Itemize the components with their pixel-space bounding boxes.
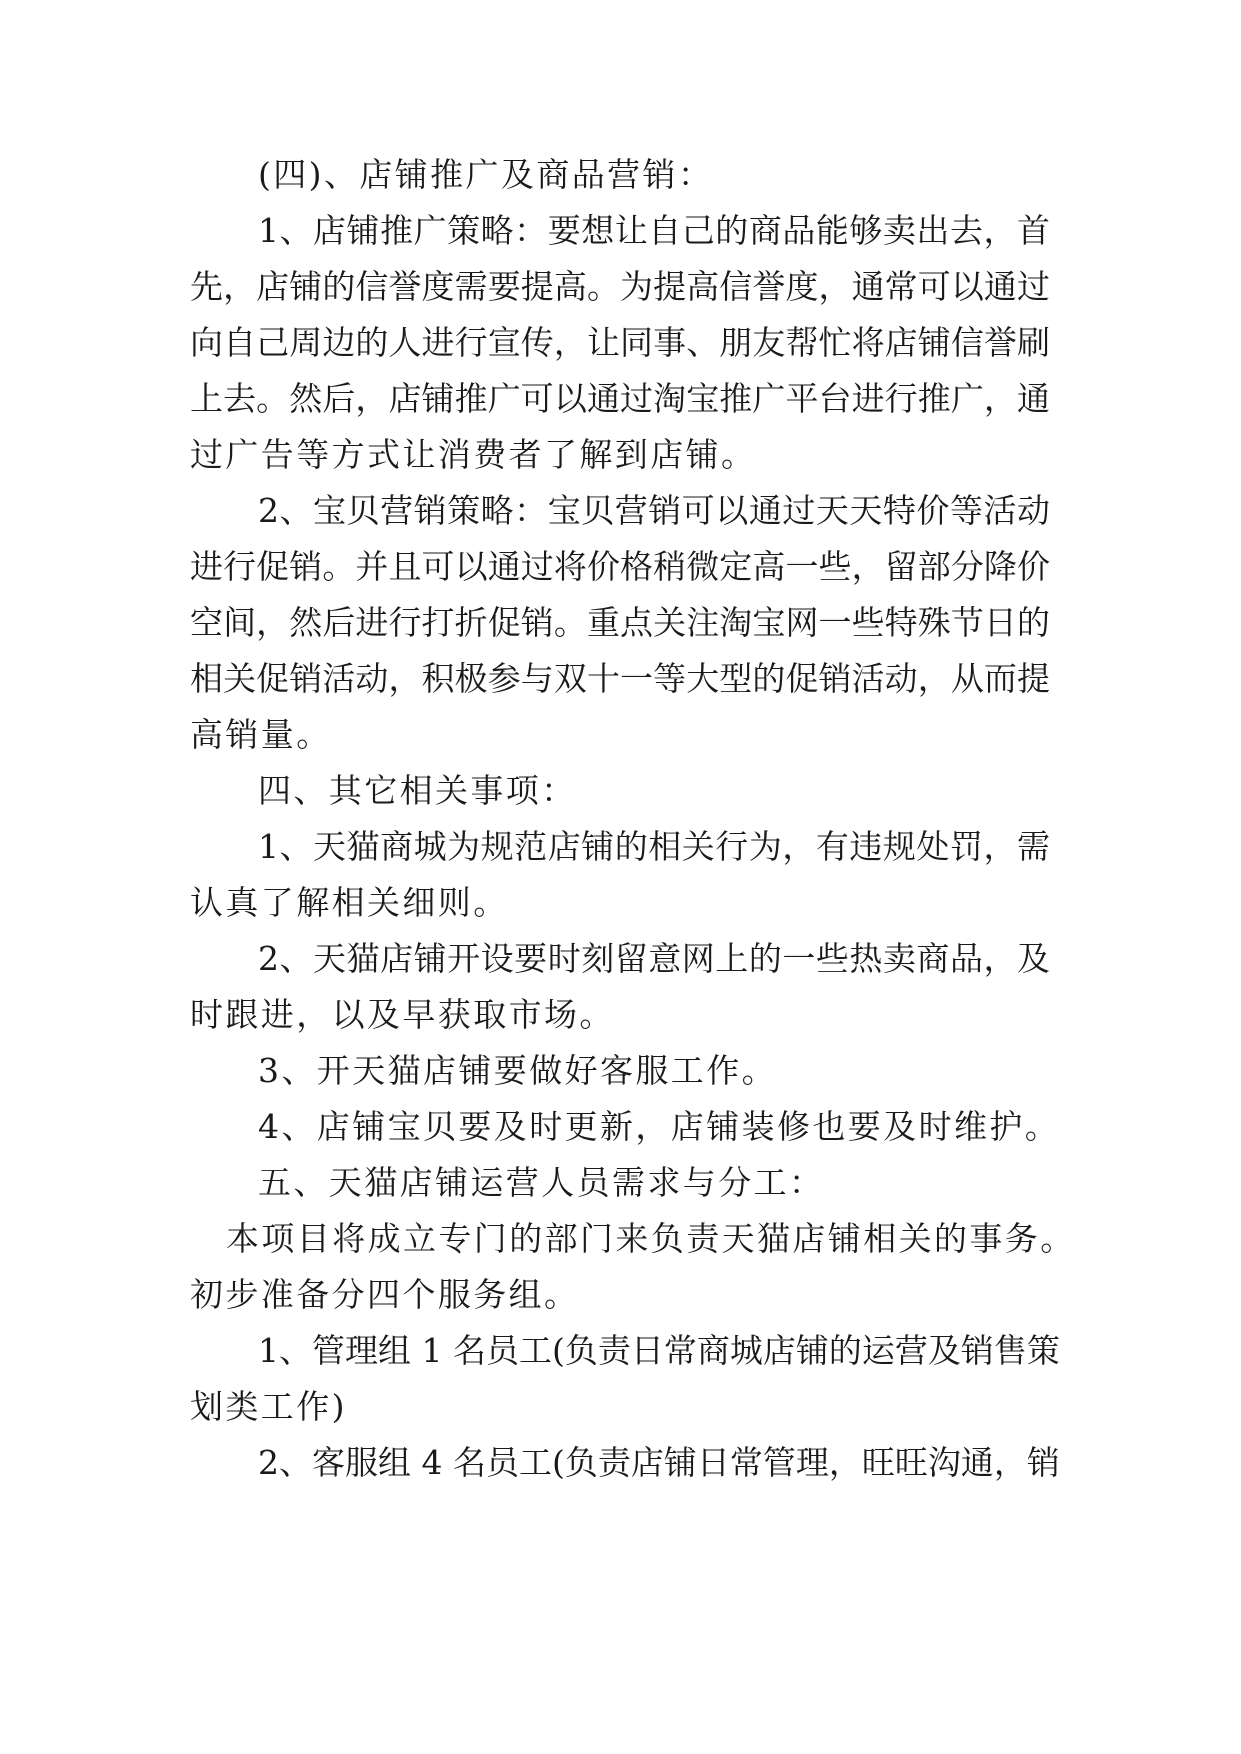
section-heading-other-matters: 四、其它相关事项： bbox=[258, 771, 577, 810]
paragraph-line: 相关促销活动，积极参与双十一等大型的促销活动，从而提 bbox=[190, 659, 1050, 698]
paragraph-line: 过广告等方式让消费者了解到店铺。 bbox=[190, 435, 757, 474]
paragraph-line: 先，店铺的信誉度需要提高。为提高信誉度，通常可以通过 bbox=[190, 267, 1050, 306]
paragraph-line: 进行促销。并且可以通过将价格稍微定高一些，留部分降价 bbox=[190, 547, 1050, 586]
paragraph-line: 2、宝贝营销策略：宝贝营销可以通过天天特价等活动 bbox=[258, 491, 1050, 530]
paragraph-line: 1、管理组 1 名员工(负责日常商城店铺的运营及销售策 bbox=[258, 1331, 1060, 1370]
paragraph-line: 4、店铺宝贝要及时更新，店铺装修也要及时维护。 bbox=[258, 1107, 1061, 1146]
paragraph-line: 3、开天猫店铺要做好客服工作。 bbox=[258, 1051, 777, 1090]
paragraph-line: 1、天猫商城为规范店铺的相关行为，有违规处罚，需 bbox=[258, 827, 1050, 866]
paragraph-line: 认真了解相关细则。 bbox=[190, 883, 509, 922]
paragraph-line: 向自己周边的人进行宣传，让同事、朋友帮忙将店铺信誉刷 bbox=[190, 323, 1050, 362]
section-heading-promotion: (四)、店铺推广及商品营销： bbox=[258, 155, 714, 194]
paragraph-line: 空间，然后进行打折促销。重点关注淘宝网一些特殊节日的 bbox=[190, 603, 1050, 642]
paragraph-line: 本项目将成立专门的部门来负责天猫店铺相关的事务。 bbox=[226, 1219, 1076, 1258]
paragraph-line: 高销量。 bbox=[190, 715, 332, 754]
paragraph-line: 初步准备分四个服务组。 bbox=[190, 1275, 580, 1314]
paragraph-line: 1、店铺推广策略：要想让自己的商品能够卖出去，首 bbox=[258, 211, 1050, 250]
paragraph-line: 上去。然后，店铺推广可以通过淘宝推广平台进行推广，通 bbox=[190, 379, 1050, 418]
paragraph-line: 时跟进，以及早获取市场。 bbox=[190, 995, 615, 1034]
section-heading-staffing: 五、天猫店铺运营人员需求与分工： bbox=[258, 1163, 825, 1202]
paragraph-line: 2、天猫店铺开设要时刻留意网上的一些热卖商品，及 bbox=[258, 939, 1050, 978]
paragraph-line: 2、客服组 4 名员工(负责店铺日常管理，旺旺沟通，销 bbox=[258, 1443, 1060, 1482]
paragraph-line: 划类工作) bbox=[190, 1387, 347, 1426]
